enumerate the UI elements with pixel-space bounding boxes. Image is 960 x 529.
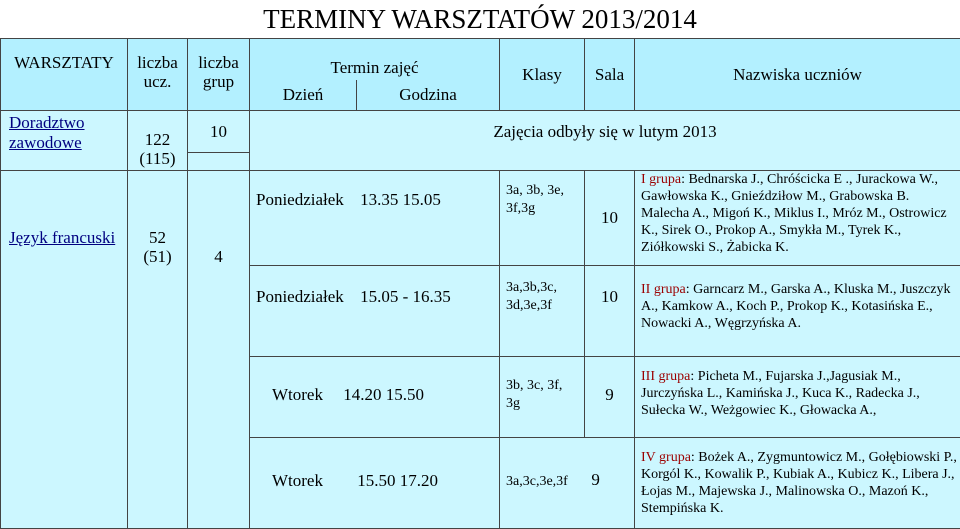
doradztwo-name: Doradztwo zawodowe: [1, 111, 128, 171]
group-1-names: : Bednarska J., Chróścicka E ., Jurackowa W., Gawłowska K., Gnieździłow M., Grabowska B. Malecha A., Migoń K., Miklus I., Mróz M., Ostrowicz K., Sirek O., Prokop A., Smykła M., Tyrek K., Ziółkowski S., Żabicka K.: [641, 172, 947, 256]
spacer-groups: [188, 153, 250, 171]
group-3-names: : Picheta M., Fujarska J.,Jagusiak M., Jurczyńska L., Kamińska J., Kuca K., Radecka J., Sułecka W., Weżgowiec K., Głowacka A.,: [641, 369, 920, 419]
room-1: 10: [585, 171, 635, 266]
term-1-time: 13.35 15.05: [360, 190, 441, 210]
doradztwo-groups: 10: [188, 111, 250, 153]
term-1-day: Poniedziałek: [256, 190, 344, 210]
header-liczba-ucz: liczba ucz.: [128, 39, 188, 111]
term-3: [250, 357, 500, 438]
classes-4: 3a,3c,3e,3f 9: [500, 437, 635, 528]
room-3: 9: [585, 357, 635, 438]
term-3-time: 14.20 15.50: [343, 385, 424, 405]
header-liczba-grup: liczba grup: [188, 39, 250, 111]
students-1: [635, 171, 960, 266]
classes-1: 3a, 3b, 3e, 3f,3g: [500, 171, 585, 266]
header-row-1: [1, 39, 960, 80]
group-4-label: IV grupa: [641, 449, 691, 465]
room-2: 10: [585, 266, 635, 357]
term-2-time: 15.05 - 16.35: [360, 287, 451, 307]
term-4-time: 15.50 17.20: [357, 470, 438, 490]
term-2: [250, 266, 500, 357]
students-2: [635, 266, 960, 357]
classes-3: 3b, 3c, 3f, 3g: [500, 357, 585, 438]
header-termin: Termin zajęć: [250, 39, 500, 80]
doradztwo-count: 122 (115): [128, 111, 188, 171]
header-dzien: Dzień: [250, 80, 357, 111]
students-4: [635, 437, 960, 528]
page-title: TERMINY WARSZTATÓW 2013/2014: [263, 4, 697, 34]
classes-2: 3a,3b,3c, 3d,3e,3f: [500, 266, 585, 357]
group-4-names: : Bożek A., Zygmuntowicz M., Gołębiowski P., Korgól K., Kowalik P., Kubiak A., Kubicz K., Libera J., Łojas M., Majewska J., Malinowska O., Mazoń K., Stempińska K.: [641, 449, 957, 516]
header-nazwiska: Nazwiska uczniów: [635, 39, 960, 111]
term-1: [250, 171, 500, 266]
french-groups: 4: [188, 171, 250, 529]
spacer-note: [250, 153, 960, 171]
header-klasy: Klasy: [500, 39, 585, 111]
group-2-label: II grupa: [641, 282, 686, 298]
header-warsztaty: WARSZTATY: [1, 39, 128, 111]
group-3-label: III grupa: [641, 369, 691, 385]
term-3-day: Wtorek: [272, 385, 323, 405]
group-2-names: : Garncarz M., Garska A., Kluska M., Juszczyk A., Kamkow A., Koch P., Prokop K., Kotasińska E., Nowacki A., Węgrzyńska A.: [641, 282, 951, 332]
term-4-day: Wtorek: [272, 470, 323, 490]
room-4: 9: [591, 469, 600, 489]
group-1-label: I grupa: [641, 172, 682, 188]
row-french-group-1: [1, 171, 960, 266]
header-godzina: Godzina: [357, 80, 500, 111]
french-count: 52 (51): [128, 171, 188, 529]
students-3: [635, 357, 960, 438]
workshop-table-wrapper: [0, 38, 960, 529]
term-4: [250, 437, 500, 528]
workshop-table: [0, 38, 960, 529]
term-2-day: Poniedziałek: [256, 287, 344, 307]
row-doradztwo: [1, 111, 960, 153]
doradztwo-note: Zajęcia odbyły się w lutym 2013: [250, 111, 960, 153]
header-sala: Sala: [585, 39, 635, 111]
french-name: Język francuski: [1, 171, 128, 529]
